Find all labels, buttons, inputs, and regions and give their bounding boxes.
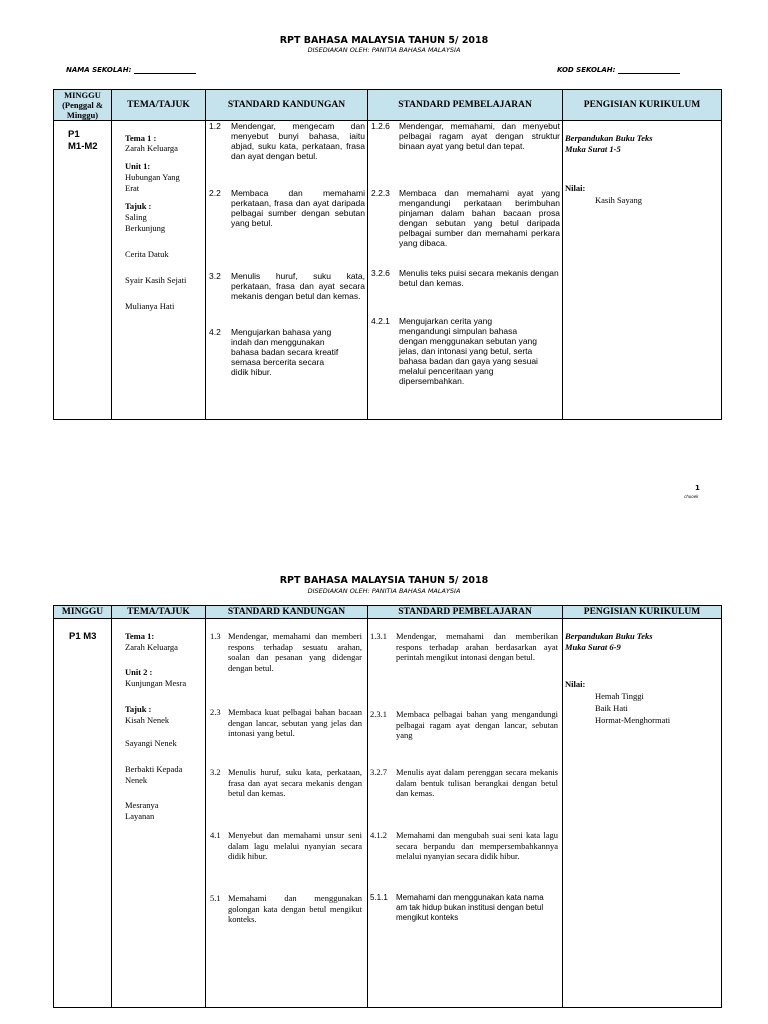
sp-text: Mendengar, memahami, dan menyebut pelbagai ragam ayat dengan struktur binaan ayat yang betul dan tepat. xyxy=(399,121,560,151)
tajuk-item: Cerita Datuk xyxy=(125,249,169,259)
sp-num: 5.1.1 xyxy=(370,893,388,902)
sk-item xyxy=(210,707,362,739)
tajuk-title: Tajuk : xyxy=(125,704,152,714)
sp-item xyxy=(371,316,543,386)
header-standard-kandungan: STANDARD KANDUNGAN xyxy=(206,606,368,619)
standard-kandungan-cell xyxy=(206,619,368,1008)
sp-num: 4.1.2 xyxy=(370,830,387,840)
page-number: 1 xyxy=(695,484,700,492)
tajuk-item: Saling xyxy=(125,212,147,222)
sp-num: 3.2.7 xyxy=(370,767,387,777)
sp-num: 2.2.3 xyxy=(371,188,390,198)
header-standard-pembelajaran: STANDARD PEMBELAJARAN xyxy=(368,90,563,121)
nilai-value: Hormat-Menghormati xyxy=(595,715,671,725)
document-subtitle: DISEDIAKAN OLEH: PANITIA BAHASA MALAYSIA xyxy=(307,46,461,54)
sk-item xyxy=(209,271,365,301)
sk-text: Menulis huruf, suku kata, perkataan, frasa dan ayat secara mekanis dengan betul dan kemas. xyxy=(231,271,365,301)
nilai-label: Nilai: xyxy=(565,679,586,689)
sp-item xyxy=(371,188,560,248)
sp-text: Memahami dan mengubah suai seni kata lagu secara berpandu dan mempersembahkannya melalui nyanyian secara didik hibur. xyxy=(396,830,558,861)
week-cell xyxy=(54,121,112,420)
table-row xyxy=(54,619,722,1008)
sp-item xyxy=(370,767,558,799)
nilai-value: Hemah Tinggi xyxy=(595,691,644,701)
kod-sekolah-field xyxy=(557,66,680,74)
sp-text: Mengujarkan cerita yang mengandungi simpulan bahasa dengan menggunakan sebutan yang jelas, dan intonasi yang betul, serta bahasa badan dan gaya yang sesuai melalui penceritaan yang dipersembahkan. xyxy=(399,316,538,386)
sp-item xyxy=(370,709,558,741)
unit-title: Unit 1: xyxy=(125,161,151,171)
rpt-table-1 xyxy=(53,89,722,420)
standard-pembelajaran-cell xyxy=(368,121,563,420)
sk-item xyxy=(209,121,365,161)
sk-item xyxy=(210,631,362,673)
table-row xyxy=(54,121,722,420)
sk-text: Membaca kuat pelbagai bahan bacaan dengan lancar, sebutan yang jelas dan intonasi yang betul. xyxy=(228,707,362,738)
sk-item xyxy=(209,327,359,377)
tema-cell xyxy=(112,121,206,420)
pk-line-2: Muka Surat 6-9 xyxy=(565,642,621,652)
tema-title: Tema 1 : xyxy=(125,133,157,143)
sk-num: 4.2 xyxy=(209,327,221,337)
header-minggu-sub: (Penggal & Minggu) xyxy=(62,100,103,120)
sp-item xyxy=(370,893,558,923)
sk-text: Mengujarkan bahasa yang indah dan menggunakan bahasa badan secara kreatif semasa bercerita secara didik hibur. xyxy=(231,327,339,377)
week-line-1: P1 xyxy=(68,129,80,140)
sk-item xyxy=(210,767,362,799)
sk-num: 4.1 xyxy=(210,830,221,840)
sk-num: 2.2 xyxy=(209,188,221,198)
sp-item xyxy=(370,631,558,663)
tajuk-item: Berbakti Kepada xyxy=(125,764,183,774)
sp-item xyxy=(371,268,560,288)
sk-num: 3.2 xyxy=(209,271,221,281)
document-subtitle: DISEDIAKAN OLEH: PANITIA BAHASA MALAYSIA xyxy=(307,587,461,595)
tajuk-item: Nenek xyxy=(125,775,148,785)
nilai-label: Nilai: xyxy=(565,183,586,193)
rpt-table-2 xyxy=(53,605,722,1008)
header-standard-kandungan: STANDARD KANDUNGAN xyxy=(206,90,368,121)
header-minggu: MINGGU xyxy=(54,606,112,619)
document-title: RPT BAHASA MALAYSIA TAHUN 5/ 2018 xyxy=(279,575,489,586)
nama-sekolah-field xyxy=(66,66,196,74)
unit-title: Unit 2 : xyxy=(125,667,153,677)
header-tema: TEMA/TAJUK xyxy=(112,90,206,121)
standard-kandungan-cell xyxy=(206,121,368,420)
sk-text: Memahami dan menggunakan golongan kata dengan betul mengikut konteks. xyxy=(228,893,362,924)
sk-text: Mendengar, mengecam dan menyebut bunyi bahasa, iaitu abjad, suku kata, perkataan, frasa dan ayat dengan betul. xyxy=(231,121,365,161)
week-line-2: M1-M2 xyxy=(68,141,98,152)
sp-text: Mendengar, memahami dan memberikan respons terhadap arahan berdasarkan ayat perintah mengikut intonasi dengan betul. xyxy=(396,631,558,662)
sk-num: 5.1 xyxy=(210,893,221,903)
document-title: RPT BAHASA MALAYSIA TAHUN 5/ 2018 xyxy=(279,35,489,46)
header-minggu-label: MINGGU xyxy=(64,90,101,100)
header-tema: TEMA/TAJUK xyxy=(112,606,206,619)
sp-text: Menulis ayat dalam perenggan secara mekanis dalam bentuk tulisan berangkai dengan betul dan kemas. xyxy=(396,767,558,798)
header-minggu xyxy=(54,90,112,121)
nama-sekolah-line xyxy=(134,66,196,74)
sk-num: 3.2 xyxy=(210,767,221,777)
sk-text: Mendengar, memahami dan memberi respons terhadap sesuatu arahan, soalan dan pesanan yang didengar dengan betul. xyxy=(228,631,362,673)
sp-text: Menulis teks puisi secara mekanis dengan betul dan kemas. xyxy=(399,268,559,288)
pk-line-1: Berpandukan Buku Teks xyxy=(565,631,653,641)
nilai-value: Baik Hati xyxy=(595,703,628,713)
nama-sekolah-label: NAMA SEKOLAH: xyxy=(66,66,132,74)
tema-name: Zarah Keluarga xyxy=(125,143,178,153)
kod-sekolah-line xyxy=(618,66,680,74)
sk-num: 2.3 xyxy=(210,707,221,717)
kod-sekolah-label: KOD SEKOLAH: xyxy=(557,66,616,74)
sp-text: Membaca dan memahami ayat yang mengandungi perkataan berimbuhan pinjaman dalam bahan bacaan prosa dengan sebutan yang betul daripada pelbagai sumber dan memahami perkara yang dibaca. xyxy=(399,188,560,248)
tajuk-title: Tajuk : xyxy=(125,201,152,211)
tajuk-item: Kisah Nenek xyxy=(125,715,170,725)
tema-title: Tema 1: xyxy=(125,631,155,641)
sp-num: 3.2.6 xyxy=(371,268,390,278)
tajuk-item: Syair Kasih Sejati xyxy=(125,275,187,285)
sk-text: Menyebut dan memahami unsur seni dalam lagu melalui nyanyian secara didik hibur. xyxy=(228,830,362,861)
sk-num: 1.3 xyxy=(210,631,221,641)
sp-num: 1.3.1 xyxy=(370,631,387,641)
page-number-sub: chuoek xyxy=(684,494,699,499)
tajuk-item: Berkunjung xyxy=(125,223,166,233)
sk-item xyxy=(210,893,362,925)
tema-name: Zarah Keluarga xyxy=(125,642,178,652)
sp-num: 4.2.1 xyxy=(371,316,390,326)
sp-num: 2.3.1 xyxy=(370,709,387,719)
sp-num: 1.2.6 xyxy=(371,121,390,131)
sp-text: Membaca pelbagai bahan yang mengandungi pelbagai ragam ayat dengan lancar, sebutan yang xyxy=(396,709,558,740)
header-standard-pembelajaran: STANDARD PEMBELAJARAN xyxy=(368,606,563,619)
sp-item xyxy=(370,830,558,862)
sp-item xyxy=(371,121,560,151)
tajuk-item: Mulianya Hati xyxy=(125,301,175,311)
pengisian-kurikulum-cell xyxy=(563,619,722,1008)
sp-text: Memahami dan menggunakan kata nama am tak hidup bukan institusi dengan betul mengikut konteks xyxy=(396,893,544,922)
standard-pembelajaran-cell xyxy=(368,619,563,1008)
tema-cell xyxy=(112,619,206,1008)
sk-text: Menulis huruf, suku kata, perkataan, frasa dan ayat secara mekanis dengan betul dan kemas. xyxy=(228,767,362,798)
week-cell xyxy=(54,619,112,1008)
sk-text: Membaca dan memahami perkataan, frasa dan ayat daripada pelbagai sumber dengan sebutan yang betul. xyxy=(231,188,365,228)
sk-item xyxy=(210,830,362,862)
header-pengisian-kurikulum: PENGISIAN KURIKULUM xyxy=(563,606,722,619)
nilai-value: Kasih Sayang xyxy=(595,195,642,205)
unit-name-line-2: Erat xyxy=(125,183,140,193)
pengisian-kurikulum-cell xyxy=(563,121,722,420)
week-label: P1 M3 xyxy=(69,631,97,642)
header-pengisian-kurikulum: PENGISIAN KURIKULUM xyxy=(563,90,722,121)
sk-num: 1.2 xyxy=(209,121,221,131)
pk-line-2: Muka Surat 1-5 xyxy=(565,144,621,154)
unit-name: Kunjungan Mesra xyxy=(125,678,187,688)
tajuk-item: Layanan xyxy=(125,811,155,821)
unit-name-line-1: Hubungan Yang xyxy=(125,172,180,182)
tajuk-item: Sayangi Nenek xyxy=(125,738,177,748)
sk-item xyxy=(209,188,365,228)
tajuk-item: Mesranya xyxy=(125,800,159,810)
page-2 xyxy=(0,566,768,1024)
pk-line-1: Berpandukan Buku Teks xyxy=(565,133,653,143)
